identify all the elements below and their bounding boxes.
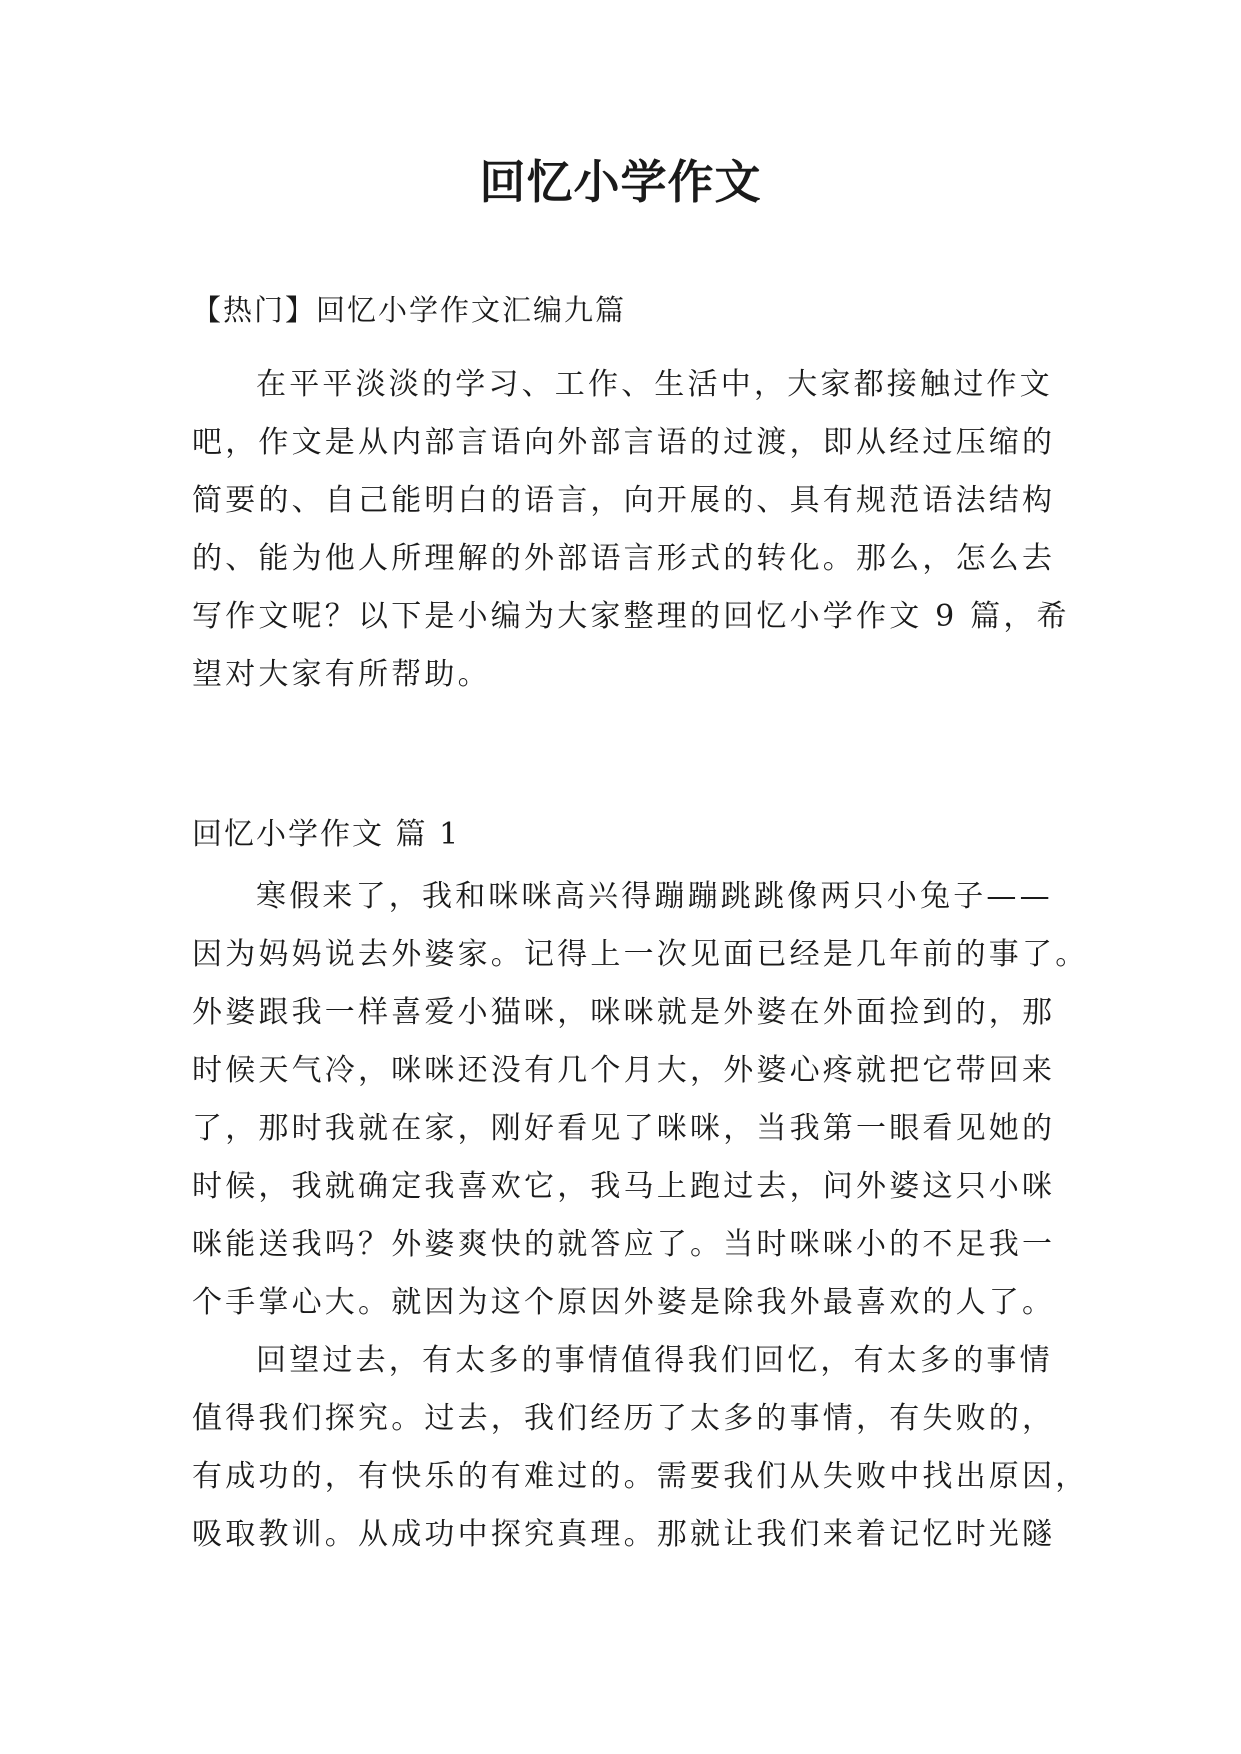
paragraph-line: 了，那时我就在家，刚好看见了咪咪，当我第一眼看见她的 (192, 1111, 1056, 1146)
paragraph-line: 值得我们探究。过去，我们经历了太多的事情，有失败的， (192, 1401, 1056, 1436)
paragraph-line: 寒假来了，我和咪咪高兴得蹦蹦跳跳像两只小兔子—— (256, 879, 1053, 914)
paragraph-line: 有成功的，有快乐的有难过的。需要我们从失败中找出原因， (192, 1459, 1089, 1494)
section-heading: 回忆小学作文 篇 1 (192, 817, 461, 852)
body-paragraph-1 (192, 868, 1089, 1332)
paragraph-line: 的、能为他人所理解的外部语言形式的转化。那么，怎么去 (192, 541, 1056, 576)
paragraph-line: 时候天气冷，咪咪还没有几个月大，外婆心疼就把它带回来 (192, 1053, 1056, 1088)
paragraph-line: 时候，我就确定我喜欢它，我马上跑过去，问外婆这只小咪 (192, 1169, 1056, 1204)
paragraph-line: 回望过去，有太多的事情值得我们回忆，有太多的事情 (256, 1343, 1053, 1378)
paragraph-line: 咪能送我吗？外婆爽快的就答应了。当时咪咪小的不足我一 (192, 1227, 1056, 1262)
paragraph-line: 外婆跟我一样喜爱小猫咪，咪咪就是外婆在外面捡到的，那 (192, 995, 1056, 1030)
paragraph-line: 在平平淡淡的学习、工作、生活中，大家都接触过作文 (256, 367, 1053, 402)
document-title: 回忆小学作文 (479, 155, 762, 209)
paragraph-line: 个手掌心大。就因为这个原因外婆是除我外最喜欢的人了。 (192, 1285, 1056, 1320)
body-paragraph-2 (192, 1332, 1089, 1564)
paragraph-line: 因为妈妈说去外婆家。记得上一次见面已经是几年前的事了。 (192, 937, 1089, 972)
paragraph-line: 望对大家有所帮助。 (192, 657, 491, 692)
paragraph-line: 吧，作文是从内部言语向外部言语的过渡，即从经过压缩的 (192, 425, 1056, 460)
paragraph-line: 吸取教训。从成功中探究真理。那就让我们来着记忆时光隧 (192, 1517, 1056, 1552)
paragraph-line: 写作文呢？以下是小编为大家整理的回忆小学作文 9 篇，希 (192, 599, 1070, 634)
intro-paragraph (192, 356, 1072, 704)
document-subtitle: 【热门】回忆小学作文汇编九篇 (192, 293, 627, 327)
paragraph-line: 简要的、自己能明白的语言，向开展的、具有规范语法结构 (192, 483, 1056, 518)
